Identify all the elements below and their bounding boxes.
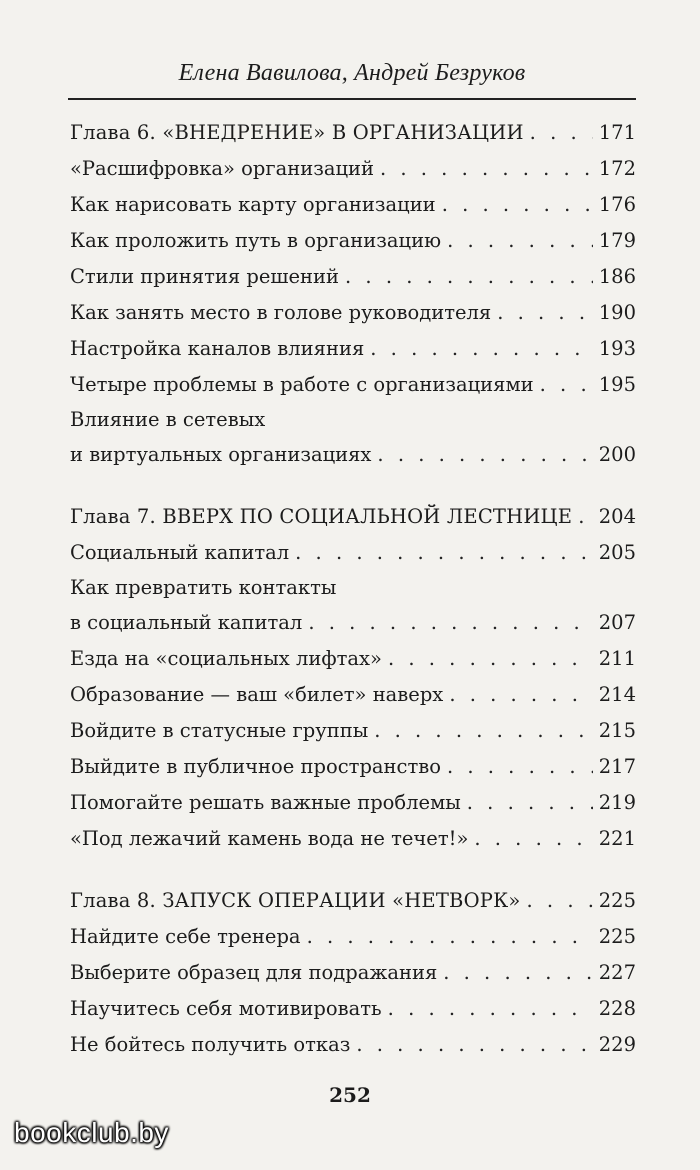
entry-title: «Расшифровка» организаций [70,157,374,180]
entry-title: Настройка каналов влияния [70,337,365,360]
page-ref: 225 [598,889,636,912]
page-ref: 176 [598,193,636,216]
leader-dots [345,259,593,295]
leader-dots [527,883,593,919]
leader-dots [442,187,593,223]
toc-entry[interactable] [70,223,636,259]
section-gap [70,857,636,883]
page-ref: 225 [598,925,636,948]
toc-entry[interactable] [70,713,636,749]
entry-title: и виртуальных организациях [70,443,372,466]
toc-entry[interactable] [70,677,636,713]
page-ref: 227 [598,961,636,984]
entry-title-line1: Влияние в сетевых [70,408,266,431]
header-rule [68,98,636,100]
entry-title-line1: Как превратить контакты [70,576,337,599]
entry-title: Четыре проблемы в работе с организациями [70,373,534,396]
section-gap [70,473,636,499]
entry-title: Помогайте решать важные проблемы [70,791,461,814]
leader-dots [497,295,593,331]
entry-title: Найдите себе тренера [70,925,301,948]
leader-dots [443,955,593,991]
entry-title: Выберите образец для подражания [70,961,438,984]
leader-dots [447,749,593,785]
leader-dots [308,605,592,641]
chapter-title: Глава 8. ЗАПУСК ОПЕРАЦИИ «НЕТВОРК» [70,889,521,912]
toc-entry[interactable] [70,295,636,331]
toc-chapter-7[interactable] [70,499,636,535]
leader-dots [449,677,592,713]
page-ref: 200 [598,443,636,466]
leader-dots [356,1027,592,1063]
entry-title: «Под лежачий камень вода не течет!» [70,827,469,850]
page-ref: 179 [598,229,636,252]
page-ref: 221 [598,827,636,850]
leader-dots [295,535,593,571]
toc-entry[interactable] [70,605,636,641]
toc-entry[interactable] [70,367,636,403]
table-of-contents [70,115,636,1063]
toc-entry[interactable] [70,991,636,1027]
entry-title: Научитесь себя мотивировать [70,997,382,1020]
page-ref: 186 [598,265,636,288]
toc-entry[interactable] [70,1027,636,1063]
page-ref: 229 [598,1033,636,1056]
leader-dots [540,367,593,403]
toc-entry[interactable] [70,331,636,367]
page-ref: 172 [598,157,636,180]
entry-title: Социальный капитал [70,541,290,564]
page-ref: 228 [598,997,636,1020]
leader-dots [578,499,593,535]
page-ref: 217 [598,755,636,778]
toc-entry[interactable] [70,955,636,991]
leader-dots [380,151,593,187]
watermark: bookclub.by [14,1117,169,1148]
toc-entry[interactable] [70,151,636,187]
toc-entry[interactable] [70,749,636,785]
entry-title: Как занять место в голове руководителя [70,301,492,324]
page-ref: 211 [598,647,636,670]
toc-entry[interactable] [70,187,636,223]
page-number: 252 [329,1083,371,1107]
chapter-title: Глава 6. «ВНЕДРЕНИЕ» В ОРГАНИЗАЦИИ [70,121,524,144]
page-ref: 207 [598,611,636,634]
running-header: Елена Вавилова, Андрей Безруков [178,60,526,86]
entry-title: Как нарисовать карту организации [70,193,436,216]
chapter-title: Глава 7. ВВЕРХ ПО СОЦИАЛЬНОЙ ЛЕСТНИЦЕ [70,505,573,528]
toc-entry[interactable] [70,259,636,295]
page-ref: 205 [598,541,636,564]
toc-entry[interactable] [70,785,636,821]
toc-entry-first-line[interactable] [70,403,636,437]
entry-title: Как проложить путь в организацию [70,229,442,252]
leader-dots [374,713,593,749]
toc-chapter-6[interactable] [70,115,636,151]
toc-entry[interactable] [70,919,636,955]
toc-entry[interactable] [70,641,636,677]
leader-dots [307,919,593,955]
entry-title: Образование — ваш «билет» наверх [70,683,444,706]
page-ref: 214 [598,683,636,706]
leader-dots [388,641,593,677]
page-ref: 215 [598,719,636,742]
leader-dots [388,991,593,1027]
page-ref: 204 [598,505,636,528]
page-ref: 193 [598,337,636,360]
entry-title: Езда на «социальных лифтах» [70,647,382,670]
leader-dots [530,115,593,151]
leader-dots [467,785,593,821]
page-ref: 171 [598,121,636,144]
entry-title: в социальный капитал [70,611,303,634]
entry-title: Войдите в статусные группы [70,719,369,742]
page-ref: 195 [598,373,636,396]
entry-title: Выйдите в публичное пространство [70,755,441,778]
entry-title: Не бойтесь получить отказ [70,1033,351,1056]
leader-dots [474,821,592,857]
page-ref: 219 [598,791,636,814]
entry-title: Стили принятия решений [70,265,340,288]
toc-entry[interactable] [70,821,636,857]
leader-dots [377,437,592,473]
page-ref: 190 [598,301,636,324]
toc-entry-first-line[interactable] [70,571,636,605]
toc-entry[interactable] [70,535,636,571]
toc-chapter-8[interactable] [70,883,636,919]
leader-dots [447,223,593,259]
leader-dots [370,331,592,367]
toc-entry[interactable] [70,437,636,473]
